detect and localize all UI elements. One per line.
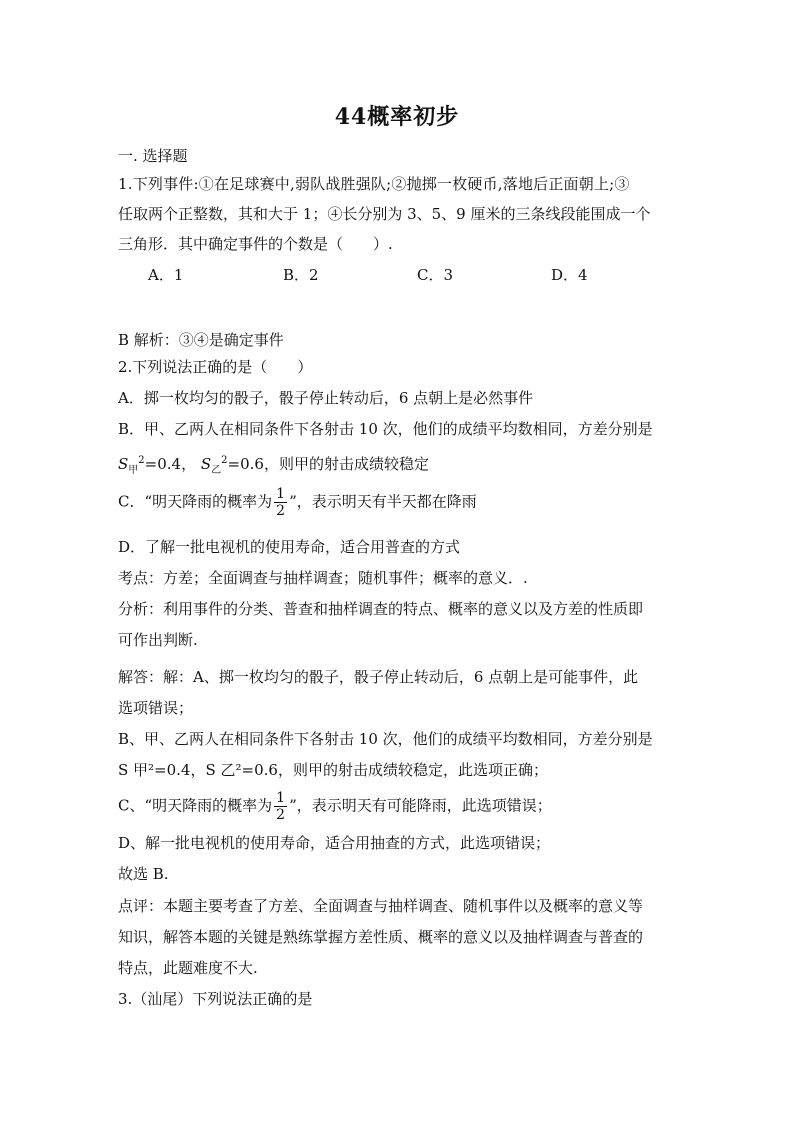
page-title: 44概率初步 — [334, 104, 460, 130]
jieda-line-6: D、解一批电视机的使用寿命，适合用抽查的方式，此选项错误； — [118, 834, 551, 852]
dianping-line-1: 点评：本题主要考查了方差、全面调查与抽样调查、随机事件以及概率的意义等 — [118, 897, 644, 915]
dianping-line-3: 特点，此题难度不大. — [118, 959, 258, 977]
q3-stem: 3.（汕尾）下列说法正确的是 — [118, 990, 313, 1008]
variance-value: =0.4， — [144, 455, 197, 473]
variance-subscript: 乙 — [211, 465, 222, 476]
fraction-numerator: 1 — [276, 790, 286, 806]
variance-superscript: 2 — [221, 455, 228, 466]
variance-value: =0.6，则甲的射击成绩较稳定 — [227, 455, 429, 473]
variance-symbol: S — [118, 455, 129, 473]
variance-subscript: 甲 — [128, 465, 139, 476]
q1-line-2: 任取两个正整数，其和大于 1；④长分别为 3、5、9 厘米的三条线段能围成一个 — [118, 205, 651, 223]
q2-stem: 2.下列说法正确的是（ ） — [118, 358, 313, 376]
fraction-denominator: 2 — [276, 807, 286, 823]
fraction-denominator: 2 — [276, 503, 286, 519]
fenxi-line-2: 可作出判断. — [118, 631, 198, 649]
jieda-c-suffix: ”，表示明天有可能降雨，此选项错误； — [289, 796, 552, 815]
q1-line-3: 三角形．其中确定事件的个数是（ ）. — [118, 235, 393, 253]
jieda-line-1: 解答：解：A、掷一枚均匀的骰子，骰子停止转动后，6 点朝上是可能事件，此 — [118, 668, 639, 686]
variance-superscript: 2 — [138, 455, 145, 466]
q1-option-b: B．2 — [283, 266, 319, 284]
q1-option-a: A．1 — [148, 266, 184, 284]
jieda-line-2: 选项错误； — [118, 699, 194, 717]
section-heading: 一. 选择题 — [118, 147, 188, 165]
variance-symbol: S — [200, 455, 212, 473]
fenxi-line-1: 分析：利用事件的分类、普查和抽样调查的特点、概率的意义以及方差的性质即 — [118, 600, 644, 618]
jieda-c-prefix: C、“明天降雨的概率为 — [118, 796, 273, 815]
q2-option-c — [118, 486, 477, 519]
q1-option-d: D．4 — [551, 266, 588, 284]
option-c-suffix: ”，表示明天有半天都在降雨 — [289, 492, 477, 511]
q2-option-b-line-2 — [118, 451, 429, 481]
fraction — [274, 486, 287, 519]
guxuan: 故选 B. — [118, 865, 169, 883]
fraction-numerator: 1 — [276, 486, 286, 502]
fraction — [274, 790, 287, 823]
jieda-line-3: B、甲、乙两人在相同条件下各射击 10 次，他们的成绩平均数相同，方差分别是 — [118, 730, 653, 748]
q1-line-1: 1.下列事件:①在足球赛中,弱队战胜强队;②抛掷一枚硬币,落地后正面朝上;③ — [118, 175, 630, 193]
jieda-line-5 — [118, 790, 552, 823]
dianping-line-2: 知识，解答本题的关键是熟练掌握方差性质、概率的意义以及抽样调查与普查的 — [118, 928, 644, 946]
q2-option-a: A．掷一枚均匀的骰子，骰子停止转动后，6 点朝上是必然事件 — [118, 389, 534, 407]
kaodian: 考点：方差；全面调查与抽样调查；随机事件；概率的意义．. — [118, 569, 528, 587]
q2-option-d: D．了解一批电视机的使用寿命，适合用普查的方式 — [118, 538, 461, 556]
jieda-line-4: S 甲²=0.4，S 乙²=0.6，则甲的射击成绩较稳定，此选项正确； — [118, 761, 548, 779]
q1-answer: B 解析：③④是确定事件 — [118, 331, 284, 349]
option-c-prefix: C．“明天降雨的概率为 — [118, 492, 273, 511]
q1-option-c: C．3 — [417, 266, 454, 284]
q2-option-b-line-1: B．甲、乙两人在相同条件下各射击 10 次，他们的成绩平均数相同，方差分别是 — [118, 420, 653, 438]
